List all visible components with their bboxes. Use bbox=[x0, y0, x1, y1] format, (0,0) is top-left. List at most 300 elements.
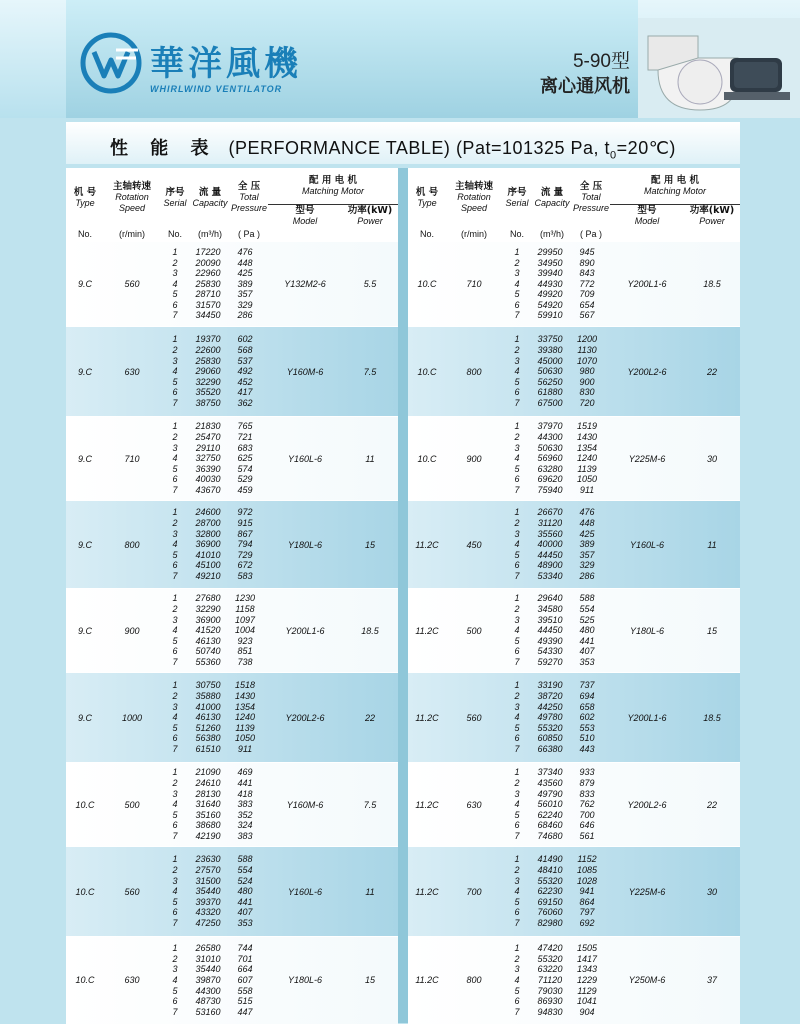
cell-capacity-value: 44450 bbox=[537, 625, 563, 636]
cell-capacity-value: 60850 bbox=[537, 733, 563, 744]
cell-type: 9.C bbox=[66, 327, 104, 417]
cell-serial-value: 5 bbox=[514, 635, 520, 646]
cell-capacity-value: 20090 bbox=[195, 257, 221, 268]
cell-capacity-value: 59910 bbox=[537, 310, 563, 321]
cell-pressure bbox=[230, 501, 268, 589]
cell-pressure-value: 441 bbox=[237, 778, 253, 789]
cell-capacity-value: 50630 bbox=[537, 442, 563, 453]
cell-pressure-value: 721 bbox=[237, 432, 253, 443]
cell-motor-model: Y200L1-6 bbox=[610, 242, 684, 327]
cell-motor-power: 15 bbox=[684, 589, 740, 673]
cell-serial-value: 3 bbox=[172, 788, 178, 799]
cell-pressure-value: 851 bbox=[237, 646, 253, 657]
header-serial: 序号 Serial bbox=[160, 168, 190, 227]
cell-serial-value: 2 bbox=[172, 345, 178, 356]
cell-speed: 800 bbox=[446, 937, 502, 1024]
cell-capacity bbox=[190, 673, 230, 763]
cell-capacity-value: 43560 bbox=[537, 778, 563, 789]
cell-capacity-value: 30750 bbox=[195, 680, 221, 691]
cell-motor-model: Y250M-6 bbox=[610, 937, 684, 1024]
cell-capacity-value: 46130 bbox=[195, 712, 221, 723]
cell-pressure-value: 554 bbox=[237, 865, 253, 876]
cell-serial-value: 3 bbox=[514, 964, 520, 975]
cell-serial-value: 7 bbox=[514, 484, 520, 495]
cell-pressure-value: 286 bbox=[579, 570, 595, 581]
cell-capacity-value: 82980 bbox=[537, 917, 563, 928]
cell-serial bbox=[160, 673, 190, 763]
table-row bbox=[408, 417, 740, 501]
cell-capacity-value: 25830 bbox=[195, 278, 221, 289]
cell-pressure-value: 558 bbox=[237, 985, 253, 996]
cell-motor-model: Y132M2-6 bbox=[268, 242, 342, 327]
cell-pressure-value: 765 bbox=[237, 421, 253, 432]
cell-speed: 710 bbox=[446, 242, 502, 327]
cell-serial-value: 3 bbox=[514, 614, 520, 625]
cell-serial-value: 3 bbox=[172, 701, 178, 712]
cell-pressure-value: 357 bbox=[237, 289, 253, 300]
cell-serial-value: 4 bbox=[172, 278, 178, 289]
cell-serial-value: 4 bbox=[172, 886, 178, 897]
cell-pressure-value: 1430 bbox=[234, 691, 256, 702]
cell-pressure-value: 720 bbox=[579, 397, 595, 408]
cell-capacity-value: 42190 bbox=[195, 830, 221, 841]
cell-serial-value: 6 bbox=[172, 299, 178, 310]
cell-serial-value: 1 bbox=[514, 943, 520, 954]
cell-serial-value: 1 bbox=[514, 593, 520, 604]
title-conditions-prefix: (Pat=101325 Pa, t bbox=[455, 138, 611, 158]
cell-type: 10.C bbox=[66, 847, 104, 937]
cell-capacity-value: 68460 bbox=[537, 820, 563, 831]
cell-capacity-value: 69620 bbox=[537, 474, 563, 485]
performance-table-left bbox=[66, 168, 398, 1024]
cell-serial-value: 4 bbox=[172, 366, 178, 377]
cell-serial bbox=[160, 242, 190, 327]
cell-serial-value: 3 bbox=[514, 701, 520, 712]
cell-serial-value: 3 bbox=[514, 528, 520, 539]
header-type-code: No. bbox=[408, 227, 446, 242]
header-motor: 配 用 电 机 Matching Motor bbox=[268, 168, 398, 205]
cell-capacity-value: 45000 bbox=[537, 355, 563, 366]
cell-serial bbox=[160, 501, 190, 589]
cell-capacity-value: 53340 bbox=[537, 570, 563, 581]
cell-pressure-value: 362 bbox=[237, 397, 253, 408]
cell-capacity-value: 66380 bbox=[537, 743, 563, 754]
cell-pressure-value: 588 bbox=[579, 593, 595, 604]
cell-serial bbox=[502, 847, 532, 937]
cell-serial-value: 7 bbox=[172, 830, 178, 841]
cell-capacity-value: 50740 bbox=[195, 646, 221, 657]
cell-serial-value: 6 bbox=[514, 299, 520, 310]
cell-pressure bbox=[230, 417, 268, 501]
cell-serial-value: 1 bbox=[514, 680, 520, 691]
cell-serial-value: 1 bbox=[514, 854, 520, 865]
cell-pressure-value: 1028 bbox=[576, 875, 598, 886]
cell-serial-value: 4 bbox=[172, 712, 178, 723]
header-pressure-unit: ( Pa ) bbox=[230, 227, 268, 242]
cell-serial bbox=[502, 763, 532, 847]
cell-serial-value: 2 bbox=[514, 953, 520, 964]
cell-serial-value: 7 bbox=[172, 397, 178, 408]
cell-capacity-value: 32290 bbox=[195, 604, 221, 615]
cell-capacity-value: 71120 bbox=[537, 974, 563, 985]
cell-capacity-value: 55320 bbox=[537, 875, 563, 886]
cell-serial-value: 2 bbox=[514, 604, 520, 615]
cell-pressure-value: 353 bbox=[237, 917, 253, 928]
cell-serial-value: 4 bbox=[514, 886, 520, 897]
cell-type: 10.C bbox=[66, 937, 104, 1024]
cell-capacity-value: 29640 bbox=[537, 593, 563, 604]
cell-speed: 560 bbox=[446, 673, 502, 763]
right-table-wrap bbox=[408, 168, 740, 1018]
cell-serial-value: 2 bbox=[172, 518, 178, 529]
cell-capacity-value: 39370 bbox=[195, 896, 221, 907]
cell-motor-model: Y200L2-6 bbox=[610, 327, 684, 417]
cell-serial-value: 1 bbox=[172, 854, 178, 865]
table-row bbox=[66, 589, 398, 673]
cell-capacity-value: 44300 bbox=[195, 985, 221, 996]
cell-pressure bbox=[572, 937, 610, 1024]
table-row bbox=[66, 501, 398, 589]
cell-serial-value: 7 bbox=[514, 1006, 520, 1017]
cell-pressure-value: 443 bbox=[579, 743, 595, 754]
cell-serial bbox=[160, 763, 190, 847]
cell-pressure-value: 510 bbox=[579, 733, 595, 744]
cell-serial bbox=[502, 673, 532, 763]
header-capacity-unit: (m³/h) bbox=[190, 227, 230, 242]
cell-serial-value: 7 bbox=[514, 570, 520, 581]
cell-pressure-value: 915 bbox=[237, 518, 253, 529]
cell-pressure bbox=[230, 937, 268, 1024]
model-number: 5-90型 bbox=[572, 51, 630, 72]
cell-capacity-value: 34450 bbox=[195, 310, 221, 321]
cell-pressure-value: 469 bbox=[237, 767, 253, 778]
cell-serial-value: 1 bbox=[514, 507, 520, 518]
cell-serial-value: 2 bbox=[514, 778, 520, 789]
cell-pressure bbox=[230, 847, 268, 937]
cell-motor-model: Y225M-6 bbox=[610, 847, 684, 937]
cell-serial-value: 2 bbox=[172, 953, 178, 964]
cell-pressure-value: 561 bbox=[579, 830, 595, 841]
cell-pressure bbox=[572, 501, 610, 589]
cell-capacity-value: 56010 bbox=[537, 799, 563, 810]
cell-capacity-value: 26580 bbox=[195, 943, 221, 954]
cell-serial-value: 3 bbox=[514, 355, 520, 366]
cell-serial-value: 3 bbox=[514, 442, 520, 453]
cell-capacity-value: 36900 bbox=[195, 614, 221, 625]
cell-capacity-value: 35440 bbox=[195, 964, 221, 975]
cell-serial-value: 2 bbox=[172, 778, 178, 789]
cell-serial bbox=[502, 327, 532, 417]
cell-pressure bbox=[572, 327, 610, 417]
header-power: 功率(kW) Power bbox=[342, 205, 398, 228]
header-pressure: 全 压 Total Pressure bbox=[572, 168, 610, 227]
cell-motor-power: 37 bbox=[684, 937, 740, 1024]
cell-pressure-value: 1139 bbox=[577, 463, 597, 474]
cell-pressure-value: 1240 bbox=[576, 453, 598, 464]
cell-capacity-value: 24610 bbox=[195, 778, 221, 789]
table-row bbox=[408, 763, 740, 847]
cell-motor-power: 22 bbox=[342, 673, 398, 763]
cell-capacity-value: 31640 bbox=[195, 799, 221, 810]
cell-serial-value: 5 bbox=[514, 549, 520, 560]
cell-pressure-value: 515 bbox=[237, 996, 253, 1007]
cell-motor-model: Y160M-6 bbox=[268, 327, 342, 417]
cell-capacity-value: 34580 bbox=[537, 604, 563, 615]
cell-capacity-value: 44930 bbox=[537, 278, 563, 289]
cell-capacity-value: 37970 bbox=[537, 421, 563, 432]
cell-capacity bbox=[190, 242, 230, 327]
cell-type: 11.2C bbox=[408, 501, 446, 589]
cell-serial-value: 4 bbox=[172, 539, 178, 550]
cell-capacity-value: 35440 bbox=[195, 886, 221, 897]
cell-capacity bbox=[190, 763, 230, 847]
cell-serial-value: 1 bbox=[514, 334, 520, 345]
cell-type: 9.C bbox=[66, 501, 104, 589]
cell-serial-value: 6 bbox=[514, 387, 520, 398]
cell-motor-power: 18.5 bbox=[684, 673, 740, 763]
table-body-left bbox=[66, 242, 398, 1024]
cell-motor-model: Y200L1-6 bbox=[610, 673, 684, 763]
title-zh: 性 能 表 bbox=[110, 138, 217, 159]
cell-capacity-value: 43320 bbox=[195, 907, 221, 918]
cell-capacity-value: 54920 bbox=[537, 299, 563, 310]
table-body-right bbox=[408, 242, 740, 1024]
cell-capacity-value: 37340 bbox=[537, 767, 563, 778]
header-type: 机 号 Type bbox=[66, 168, 104, 227]
cell-serial bbox=[502, 589, 532, 673]
cell-pressure bbox=[572, 242, 610, 327]
cell-serial-value: 6 bbox=[514, 820, 520, 831]
header-capacity: 流 量 Capacity bbox=[190, 168, 230, 227]
cell-serial-value: 4 bbox=[514, 712, 520, 723]
cell-capacity-value: 48900 bbox=[537, 560, 563, 571]
cell-pressure-value: 447 bbox=[237, 1006, 253, 1017]
cell-capacity-value: 41490 bbox=[537, 854, 563, 865]
cell-serial-value: 1 bbox=[514, 421, 520, 432]
cell-capacity-value: 40000 bbox=[537, 539, 563, 550]
cell-pressure bbox=[230, 763, 268, 847]
cell-serial-value: 4 bbox=[172, 625, 178, 636]
cell-motor-power: 30 bbox=[684, 417, 740, 501]
cell-pressure-value: 658 bbox=[579, 701, 595, 712]
cell-type: 11.2C bbox=[408, 673, 446, 763]
cell-capacity-value: 31010 bbox=[195, 953, 221, 964]
cell-capacity-value: 26670 bbox=[537, 507, 563, 518]
cell-pressure-value: 324 bbox=[237, 820, 253, 831]
cell-capacity-value: 39940 bbox=[537, 268, 563, 279]
cell-speed: 560 bbox=[104, 847, 160, 937]
header-serial-code: No. bbox=[502, 227, 532, 242]
cell-serial-value: 5 bbox=[514, 463, 520, 474]
cell-capacity bbox=[532, 501, 572, 589]
cell-pressure-value: 448 bbox=[579, 518, 595, 529]
cell-pressure-value: 664 bbox=[237, 964, 253, 975]
cell-type: 11.2C bbox=[408, 589, 446, 673]
cell-capacity-value: 49390 bbox=[537, 635, 563, 646]
cell-capacity bbox=[532, 242, 572, 327]
cell-serial bbox=[160, 327, 190, 417]
cell-pressure-value: 762 bbox=[579, 799, 595, 810]
cell-serial-value: 5 bbox=[514, 722, 520, 733]
cell-serial bbox=[502, 937, 532, 1024]
cell-pressure-value: 602 bbox=[579, 712, 595, 723]
cell-pressure-value: 357 bbox=[579, 549, 595, 560]
cell-capacity-value: 34950 bbox=[537, 257, 563, 268]
header-speed-unit: (r/min) bbox=[446, 227, 502, 242]
cell-motor-power: 7.5 bbox=[342, 327, 398, 417]
cell-serial-value: 5 bbox=[172, 722, 178, 733]
cell-capacity-value: 41520 bbox=[195, 625, 221, 636]
cell-speed: 710 bbox=[104, 417, 160, 501]
table-row bbox=[66, 417, 398, 501]
cell-pressure-value: 1240 bbox=[234, 712, 256, 723]
cell-type: 10.C bbox=[408, 417, 446, 501]
cell-motor-model: Y200L2-6 bbox=[610, 763, 684, 847]
cell-capacity-value: 44300 bbox=[537, 432, 563, 443]
cell-capacity-value: 39510 bbox=[537, 614, 563, 625]
cell-serial-value: 3 bbox=[514, 268, 520, 279]
cell-capacity-value: 44250 bbox=[537, 701, 563, 712]
cell-pressure-value: 911 bbox=[579, 484, 595, 495]
center-divider bbox=[398, 168, 408, 1018]
cell-capacity-value: 38680 bbox=[195, 820, 221, 831]
cell-motor-power: 22 bbox=[684, 327, 740, 417]
cell-capacity-value: 79030 bbox=[537, 985, 563, 996]
cell-capacity-value: 38750 bbox=[195, 397, 221, 408]
cell-serial-value: 1 bbox=[172, 593, 178, 604]
table-row bbox=[66, 673, 398, 763]
cell-capacity-value: 94830 bbox=[537, 1006, 563, 1017]
cell-serial-value: 1 bbox=[514, 246, 520, 257]
cell-pressure-value: 1139 bbox=[235, 722, 255, 733]
cell-serial-value: 6 bbox=[514, 733, 520, 744]
cell-capacity-value: 17220 bbox=[195, 246, 221, 257]
cell-pressure-value: 425 bbox=[237, 268, 253, 279]
cell-capacity-value: 55320 bbox=[537, 953, 563, 964]
cell-pressure-value: 1129 bbox=[577, 985, 597, 996]
cell-capacity-value: 24600 bbox=[195, 507, 221, 518]
cell-pressure-value: 945 bbox=[579, 246, 595, 257]
cell-capacity bbox=[190, 417, 230, 501]
table-row bbox=[408, 242, 740, 327]
cell-capacity bbox=[532, 763, 572, 847]
cell-capacity bbox=[532, 937, 572, 1024]
cell-serial-value: 2 bbox=[172, 865, 178, 876]
cell-pressure-value: 1158 bbox=[235, 604, 255, 615]
cell-pressure-value: 1354 bbox=[576, 442, 598, 453]
cell-capacity bbox=[190, 937, 230, 1024]
cell-pressure-value: 797 bbox=[579, 907, 595, 918]
cell-type: 9.C bbox=[66, 589, 104, 673]
cell-serial-value: 4 bbox=[172, 799, 178, 810]
cell-serial-value: 5 bbox=[172, 985, 178, 996]
cell-capacity-value: 25830 bbox=[195, 355, 221, 366]
cell-type: 9.C bbox=[66, 673, 104, 763]
cell-capacity-value: 67500 bbox=[537, 397, 563, 408]
cell-capacity-value: 53160 bbox=[195, 1006, 221, 1017]
cell-capacity-value: 29110 bbox=[195, 442, 221, 453]
cell-serial-value: 5 bbox=[172, 549, 178, 560]
title-conditions-suffix: =20℃) bbox=[616, 138, 676, 158]
cell-serial-value: 2 bbox=[172, 257, 178, 268]
cell-motor-model: Y180L-6 bbox=[268, 501, 342, 589]
cell-serial-value: 5 bbox=[172, 896, 178, 907]
cell-serial-value: 6 bbox=[172, 646, 178, 657]
cell-pressure-value: 1518 bbox=[234, 680, 256, 691]
cell-speed: 700 bbox=[446, 847, 502, 937]
cell-pressure-value: 879 bbox=[579, 778, 595, 789]
cell-serial-value: 3 bbox=[172, 528, 178, 539]
cell-pressure-value: 1229 bbox=[576, 974, 598, 985]
cell-motor-power: 15 bbox=[342, 501, 398, 589]
header-power: 功率(kW) Power bbox=[684, 205, 740, 228]
cell-motor-power: 11 bbox=[684, 501, 740, 589]
cell-serial-value: 3 bbox=[514, 788, 520, 799]
header-motor: 配 用 电 机 Matching Motor bbox=[610, 168, 740, 205]
cell-pressure-value: 574 bbox=[237, 463, 253, 474]
cell-serial-value: 5 bbox=[514, 896, 520, 907]
cell-motor-power: 18.5 bbox=[342, 589, 398, 673]
cell-serial-value: 3 bbox=[514, 875, 520, 886]
cell-pressure-value: 492 bbox=[237, 366, 253, 377]
cell-pressure-value: 524 bbox=[237, 875, 253, 886]
cell-pressure-value: 389 bbox=[237, 278, 253, 289]
cell-serial-value: 4 bbox=[514, 453, 520, 464]
cell-capacity-value: 32800 bbox=[195, 528, 221, 539]
cell-serial-value: 2 bbox=[514, 432, 520, 443]
cell-capacity-value: 55360 bbox=[195, 656, 221, 667]
cell-serial-value: 4 bbox=[514, 974, 520, 985]
cell-capacity-value: 46130 bbox=[195, 635, 221, 646]
cell-pressure-value: 867 bbox=[237, 528, 253, 539]
cell-serial-value: 6 bbox=[172, 820, 178, 831]
cell-pressure-value: 529 bbox=[237, 474, 253, 485]
cell-pressure-value: 389 bbox=[579, 539, 595, 550]
cell-pressure-value: 709 bbox=[579, 289, 595, 300]
cell-pressure-value: 738 bbox=[237, 656, 253, 667]
cell-serial-value: 7 bbox=[514, 830, 520, 841]
cell-capacity-value: 59270 bbox=[537, 656, 563, 667]
cell-capacity bbox=[190, 589, 230, 673]
cell-pressure-value: 602 bbox=[237, 334, 253, 345]
cell-pressure bbox=[572, 847, 610, 937]
cell-pressure-value: 353 bbox=[579, 656, 595, 667]
cell-capacity-value: 41010 bbox=[195, 549, 221, 560]
cell-capacity-value: 55320 bbox=[537, 722, 563, 733]
cell-pressure-value: 553 bbox=[579, 722, 595, 733]
cell-serial-value: 6 bbox=[172, 996, 178, 1007]
cell-capacity-value: 63280 bbox=[537, 463, 563, 474]
cell-capacity-value: 74680 bbox=[537, 830, 563, 841]
cell-serial-value: 5 bbox=[172, 463, 178, 474]
cell-pressure-value: 407 bbox=[579, 646, 595, 657]
cell-serial-value: 7 bbox=[172, 570, 178, 581]
cell-capacity-value: 32750 bbox=[195, 453, 221, 464]
cell-speed: 630 bbox=[446, 763, 502, 847]
cell-serial bbox=[160, 847, 190, 937]
cell-serial-value: 1 bbox=[172, 680, 178, 691]
cell-pressure-value: 554 bbox=[579, 604, 595, 615]
header-type: 机 号 Type bbox=[408, 168, 446, 227]
cell-serial-value: 3 bbox=[172, 875, 178, 886]
cell-pressure-value: 1050 bbox=[576, 474, 598, 485]
cell-pressure bbox=[230, 589, 268, 673]
cell-serial-value: 2 bbox=[172, 691, 178, 702]
cell-capacity-value: 49210 bbox=[195, 570, 221, 581]
cell-pressure-value: 737 bbox=[579, 680, 595, 691]
cell-capacity-value: 49790 bbox=[537, 788, 563, 799]
cell-pressure-value: 1430 bbox=[576, 432, 598, 443]
